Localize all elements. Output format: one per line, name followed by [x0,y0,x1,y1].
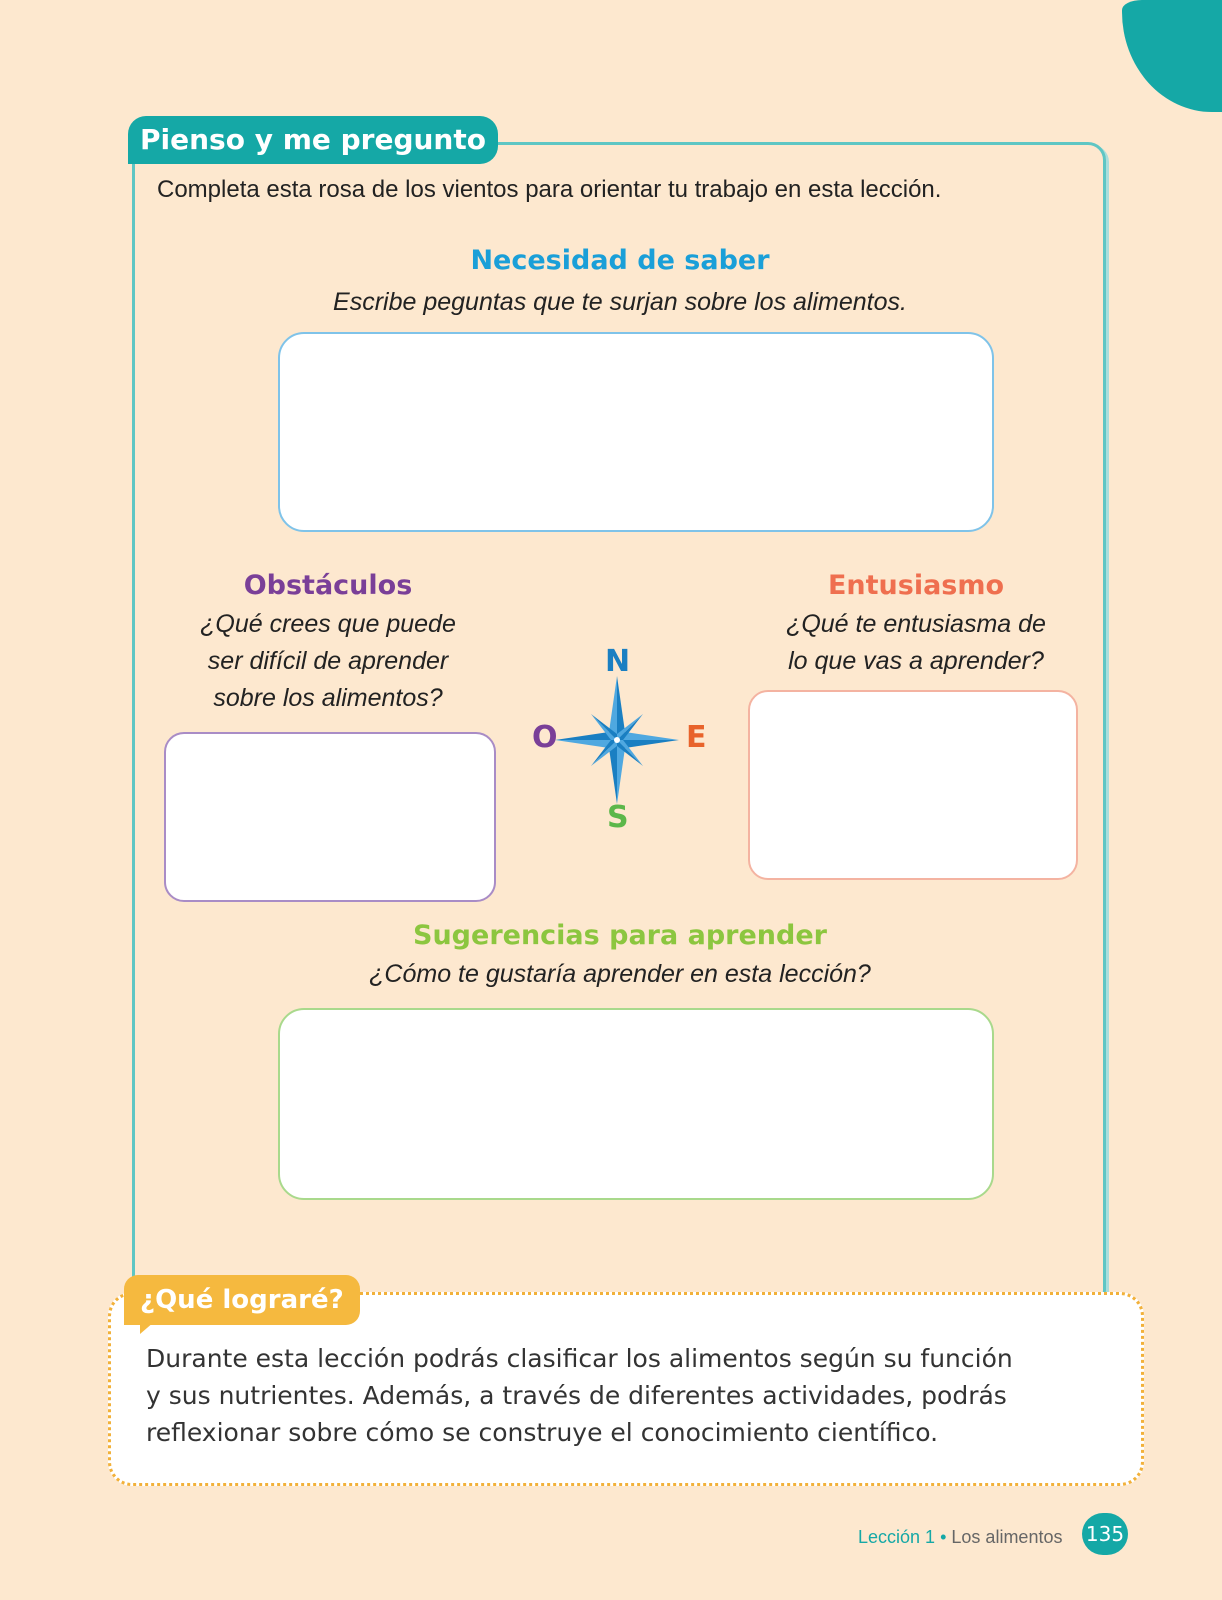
corner-decoration [1122,0,1222,112]
goal-tag: ¿Qué lograré? [124,1275,360,1325]
south-answer-box[interactable] [278,1008,994,1200]
west-answer-box[interactable] [164,732,496,902]
instructions: Completa esta rosa de los vientos para orientar tu trabajo en esta lección. [157,176,942,203]
west-title: Obstáculos [243,570,413,601]
goal-text [146,1340,1106,1451]
footer-separator: • [940,1527,947,1547]
compass-east-label: E [686,720,707,755]
east-prompt [746,606,1086,680]
west-prompt-line: sobre los alimentos? [213,684,443,712]
compass-west-label: O [532,720,558,755]
north-answer-box[interactable] [278,332,994,532]
compass-south-label: S [607,800,629,835]
page-number: 135 [1082,1513,1128,1555]
goal-text-line: Durante esta lección podrás clasificar los alimentos según su función [146,1344,1013,1373]
east-prompt-line: ¿Qué te entusiasma de [786,610,1046,638]
compass-rose [530,640,710,835]
north-title: Necesidad de saber [470,245,770,276]
footer-topic: Los alimentos [951,1527,1063,1547]
east-answer-box[interactable] [748,690,1078,880]
east-prompt-line: lo que vas a aprender? [788,647,1044,675]
east-title: Entusiasmo [827,570,1005,601]
west-prompt-line: ser difícil de aprender [207,647,449,675]
goal-text-line: y sus nutrientes. Además, a través de diferentes actividades, podrás [146,1381,1007,1410]
footer [858,1520,1062,1554]
compass-rose-icon [530,640,710,830]
goal-text-line: reflexionar sobre cómo se construye el conocimiento científico. [146,1418,939,1447]
north-prompt: Escribe peguntas que te surjan sobre los alimentos. [333,288,907,316]
west-prompt-line: ¿Qué crees que puede [200,610,456,638]
west-prompt [168,606,488,717]
goal-tag-tail [140,1322,154,1334]
south-prompt: ¿Cómo te gustaría aprender en esta lección? [369,960,871,988]
section-title: Pienso y me pregunto [128,116,498,164]
footer-lesson: Lección 1 [858,1527,936,1547]
south-title: Sugerencias para aprender [413,920,827,951]
compass-north-label: N [605,644,631,679]
